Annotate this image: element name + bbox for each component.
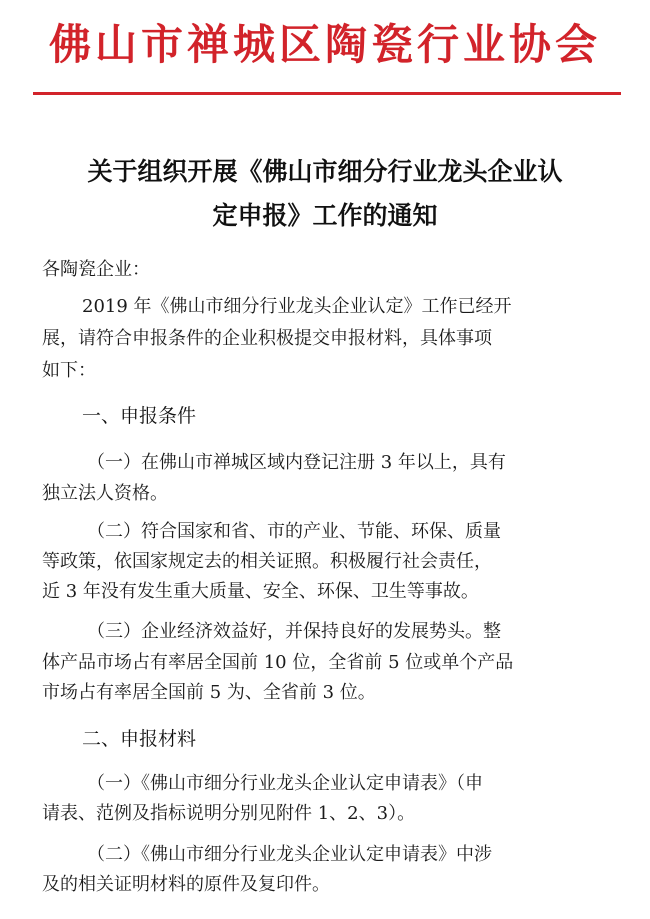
- s1-item3-line-2: 体产品市场占有率居全国前 10 位，全省前 5 位或单个产品: [42, 652, 514, 673]
- intro-line-1: 2019 年《佛山市细分行业龙头企业认定》工作已经开: [82, 296, 512, 317]
- s1-item3-line-3: 市场占有率居全国前 5 为、全省前 3 位。: [42, 682, 376, 703]
- letterhead-divider: [33, 92, 621, 95]
- s2-item2-line-2: 及的相关证明材料的原件及复印件。: [42, 874, 330, 895]
- s1-item1-line-1: （一）在佛山市禅城区域内登记注册 3 年以上，具有: [87, 452, 506, 473]
- s1-item1-line-2: 独立法人资格。: [42, 483, 168, 504]
- s2-item1-line-2: 请表、范例及指标说明分别见附件 1、2、3）。: [42, 803, 416, 824]
- notice-title: [20, 150, 630, 238]
- s1-item2-line-1: （二）符合国家和省、市的产业、节能、环保、质量: [87, 521, 501, 542]
- s1-item2-line-3: 近 3 年没有发生重大质量、安全、环保、卫生等事故。: [42, 581, 479, 602]
- s1-item2-line-2: 等政策，依国家规定去的相关证照。积极履行社会责任，: [42, 551, 492, 572]
- organization-letterhead: 佛山市禅城区陶瓷行业协会: [48, 20, 601, 69]
- s2-item2-line-1: （二）《佛山市细分行业龙头企业认定申请表》中涉: [87, 844, 492, 865]
- section-1-heading: 一、申报条件: [82, 405, 197, 427]
- notice-title-line-1: 关于组织开展《佛山市细分行业龙头企业认: [87, 157, 563, 186]
- notice-title-line-2: 定申报》工作的通知: [212, 201, 438, 230]
- s1-item3-line-1: （三）企业经济效益好，并保持良好的发展势头。整: [87, 621, 501, 642]
- salutation: 各陶瓷企业：: [42, 259, 150, 280]
- section-2-heading: 二、申报材料: [82, 728, 197, 750]
- intro-line-3: 如下：: [42, 360, 96, 381]
- s2-item1-line-1: （一）《佛山市细分行业龙头企业认定申请表》（申: [87, 773, 483, 794]
- intro-line-2: 展，请符合申报条件的企业积极提交申报材料，具体事项: [42, 328, 492, 349]
